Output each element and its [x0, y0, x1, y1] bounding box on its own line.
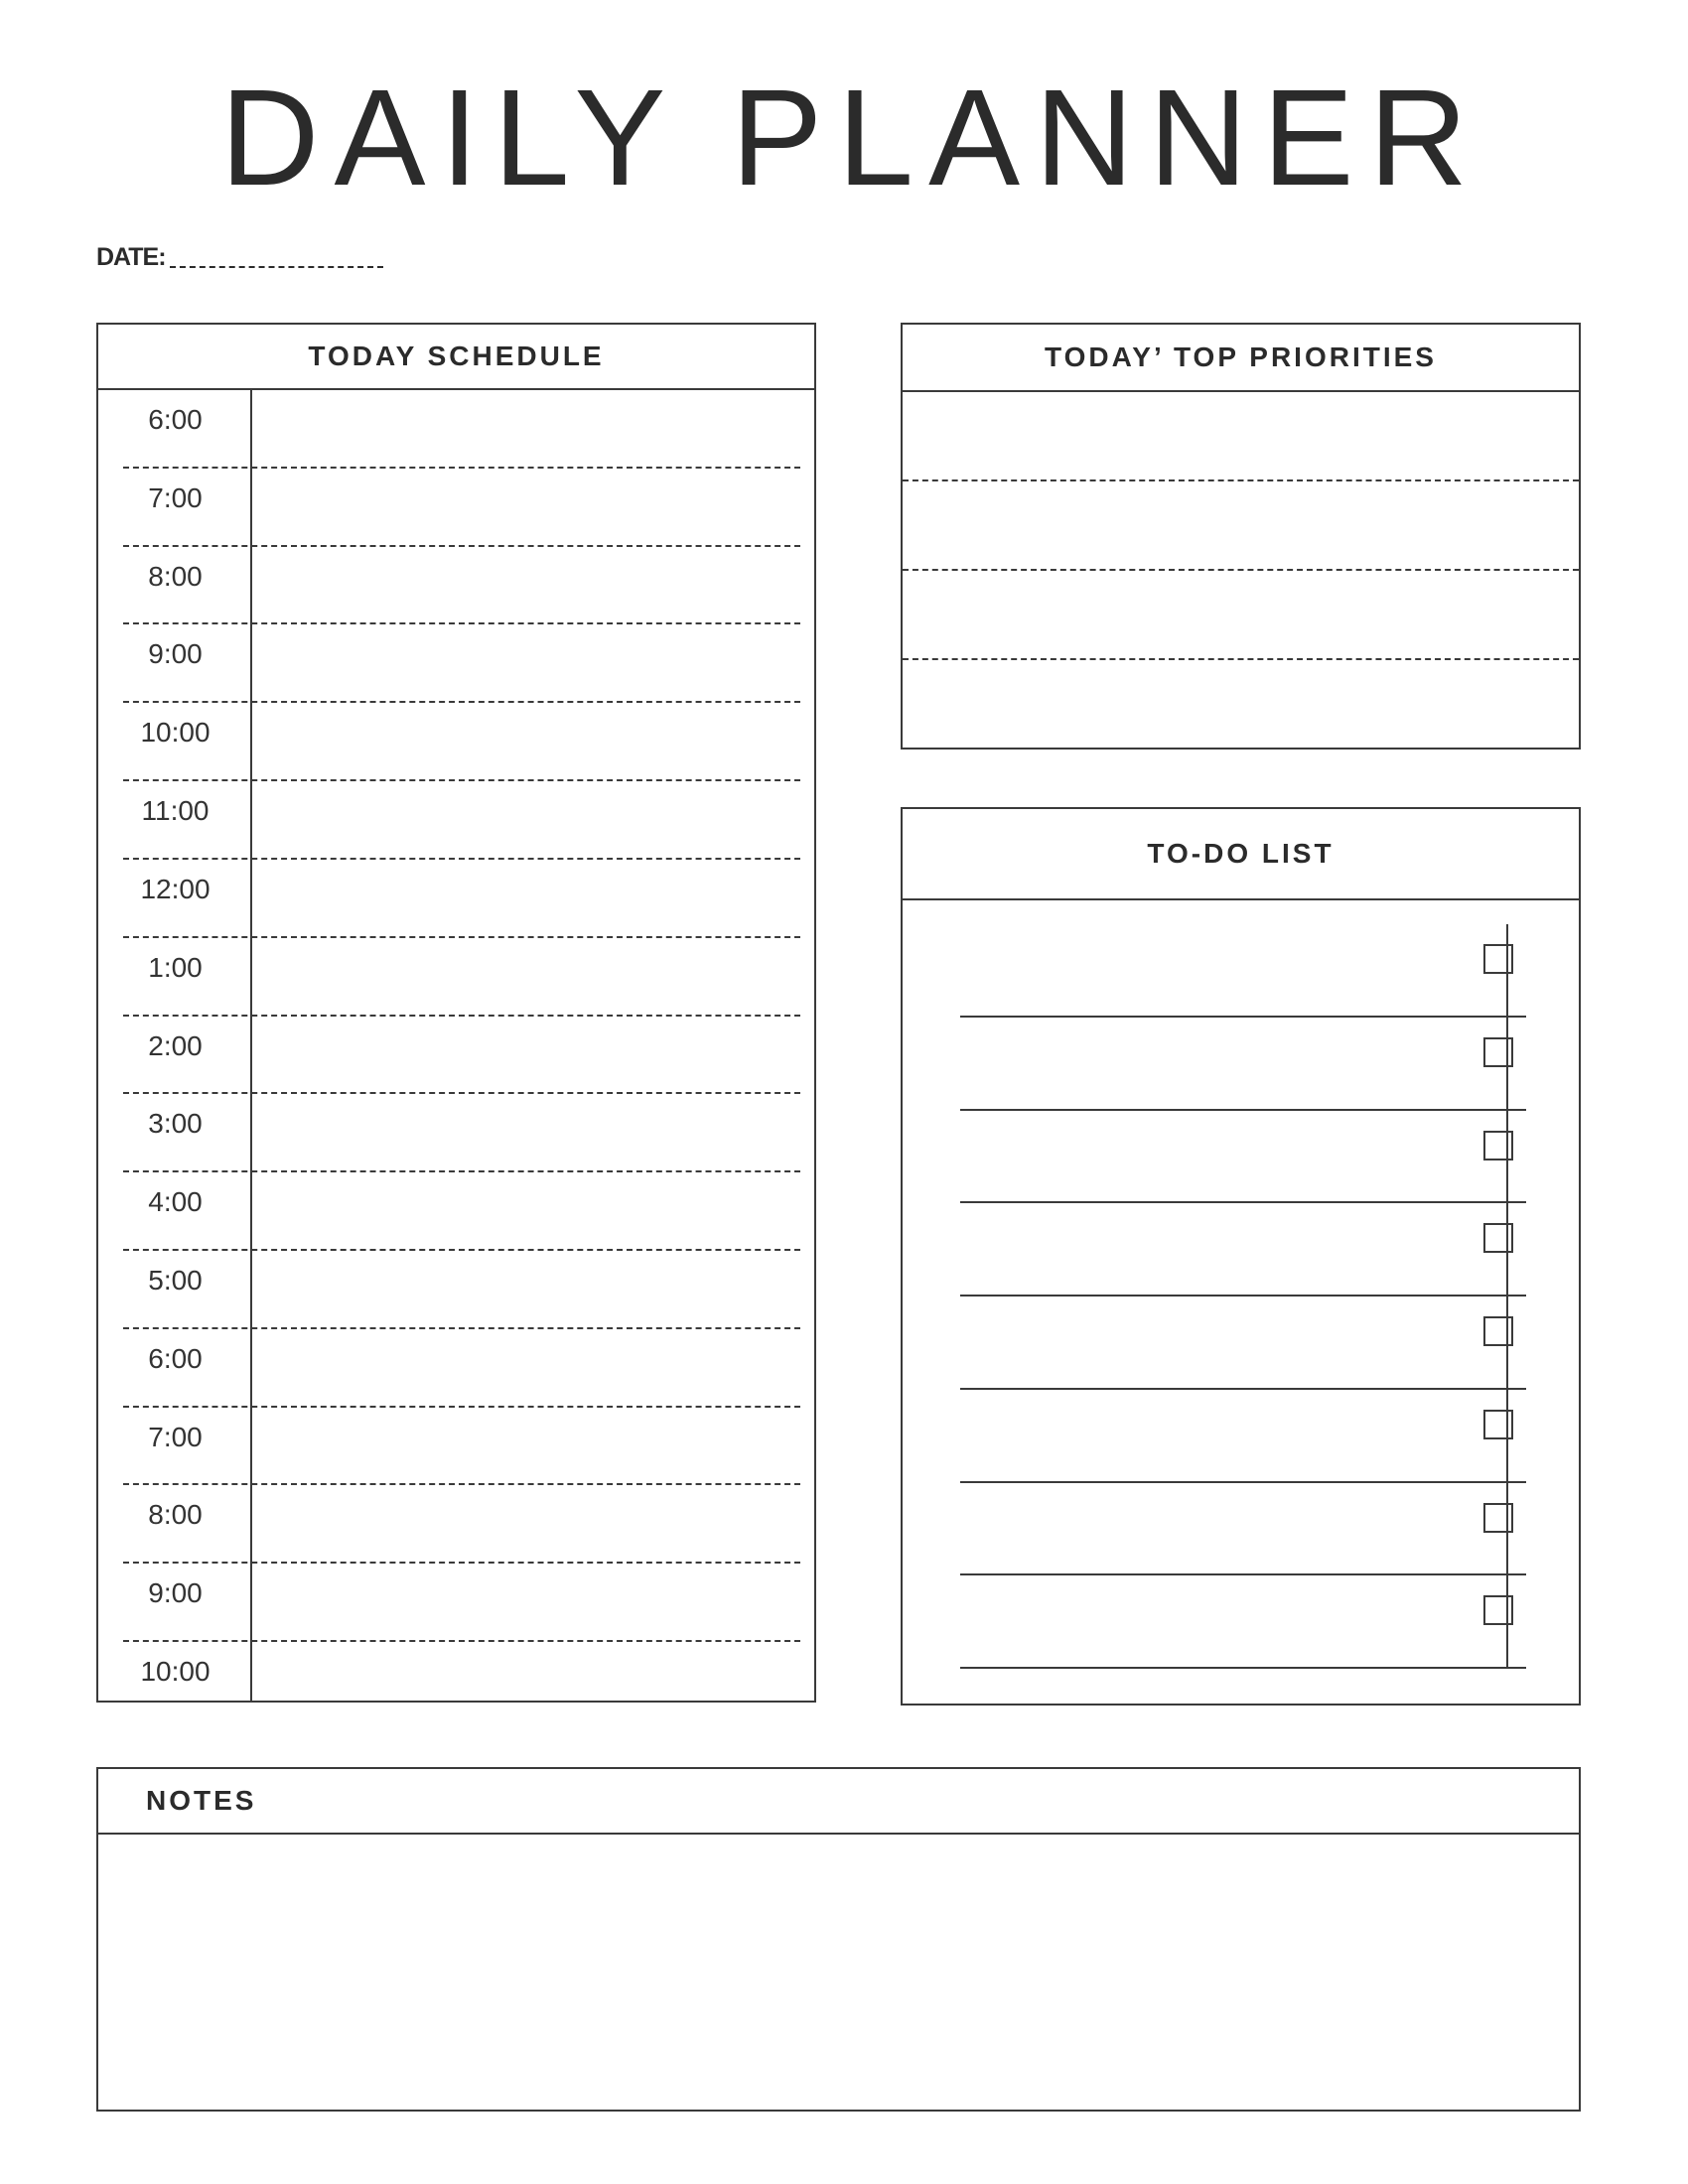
schedule-row[interactable] — [98, 390, 814, 469]
priority-line[interactable] — [903, 660, 1579, 750]
todo-heading: TO-DO LIST — [903, 809, 1579, 900]
checkbox-icon[interactable] — [1483, 1223, 1513, 1253]
priorities-body — [903, 392, 1579, 750]
schedule-time: 1:00 — [148, 951, 203, 983]
checkbox-icon[interactable] — [1483, 1410, 1513, 1439]
todo-item[interactable] — [960, 1018, 1526, 1111]
schedule-row[interactable] — [98, 703, 814, 781]
todo-item[interactable] — [960, 1111, 1526, 1204]
schedule-time: 11:00 — [141, 795, 210, 827]
schedule-time: 10:00 — [140, 717, 211, 749]
todo-body — [903, 900, 1579, 1704]
date-field[interactable] — [170, 266, 383, 268]
priority-line[interactable] — [903, 392, 1579, 481]
checkbox-icon[interactable] — [1483, 1037, 1513, 1067]
priority-line[interactable] — [903, 571, 1579, 660]
todo-item[interactable] — [960, 1575, 1526, 1669]
checkbox-icon[interactable] — [1483, 1503, 1513, 1533]
todo-list — [960, 924, 1526, 1669]
schedule-time: 9:00 — [148, 1577, 203, 1609]
todo-section — [901, 807, 1581, 1706]
schedule-time: 2:00 — [148, 1029, 203, 1061]
schedule-time: 7:00 — [148, 481, 203, 513]
schedule-body — [98, 390, 814, 1701]
schedule-row[interactable] — [98, 624, 814, 703]
priorities-heading: TODAY’ TOP PRIORITIES — [903, 325, 1579, 392]
schedule-row[interactable] — [98, 547, 814, 625]
page-title: DAILY PLANNER — [219, 62, 1483, 214]
schedule-row[interactable] — [98, 1642, 814, 1720]
schedule-section — [96, 323, 816, 1703]
schedule-time: 6:00 — [148, 1342, 203, 1374]
todo-item[interactable] — [960, 924, 1526, 1018]
schedule-time: 7:00 — [148, 1421, 203, 1452]
checkbox-icon[interactable] — [1483, 1595, 1513, 1625]
todo-item[interactable] — [960, 1203, 1526, 1297]
schedule-row[interactable] — [98, 1251, 814, 1329]
schedule-row[interactable] — [98, 860, 814, 938]
todo-item[interactable] — [960, 1483, 1526, 1576]
schedule-row[interactable] — [98, 1329, 814, 1408]
schedule-time: 4:00 — [148, 1186, 203, 1218]
notes-heading: NOTES — [98, 1769, 1579, 1835]
schedule-row[interactable] — [98, 1172, 814, 1251]
priority-line[interactable] — [903, 481, 1579, 571]
schedule-time: 8:00 — [148, 1499, 203, 1531]
schedule-row[interactable] — [98, 1485, 814, 1564]
schedule-time: 6:00 — [148, 404, 203, 435]
todo-item[interactable] — [960, 1390, 1526, 1483]
checkbox-icon[interactable] — [1483, 944, 1513, 974]
schedule-row[interactable] — [98, 781, 814, 860]
todo-item[interactable] — [960, 1297, 1526, 1390]
checkbox-icon[interactable] — [1483, 1316, 1513, 1346]
schedule-row[interactable] — [98, 938, 814, 1017]
schedule-time: 8:00 — [148, 560, 203, 592]
checkbox-icon[interactable] — [1483, 1131, 1513, 1160]
schedule-row[interactable] — [98, 1017, 814, 1095]
priorities-section — [901, 323, 1581, 750]
schedule-row[interactable] — [98, 1564, 814, 1642]
schedule-time: 12:00 — [140, 873, 211, 904]
schedule-time: 10:00 — [140, 1656, 211, 1687]
schedule-row[interactable] — [98, 1094, 814, 1172]
notes-area[interactable] — [98, 1835, 1579, 2110]
date-row — [96, 243, 383, 272]
schedule-time: 5:00 — [148, 1264, 203, 1296]
schedule-time: 3:00 — [148, 1108, 203, 1140]
schedule-row[interactable] — [98, 469, 814, 547]
schedule-time: 9:00 — [148, 638, 203, 670]
date-label: DATE: — [96, 243, 166, 271]
schedule-heading: TODAY SCHEDULE — [98, 325, 814, 390]
notes-section — [96, 1767, 1581, 2112]
schedule-row[interactable] — [98, 1408, 814, 1486]
